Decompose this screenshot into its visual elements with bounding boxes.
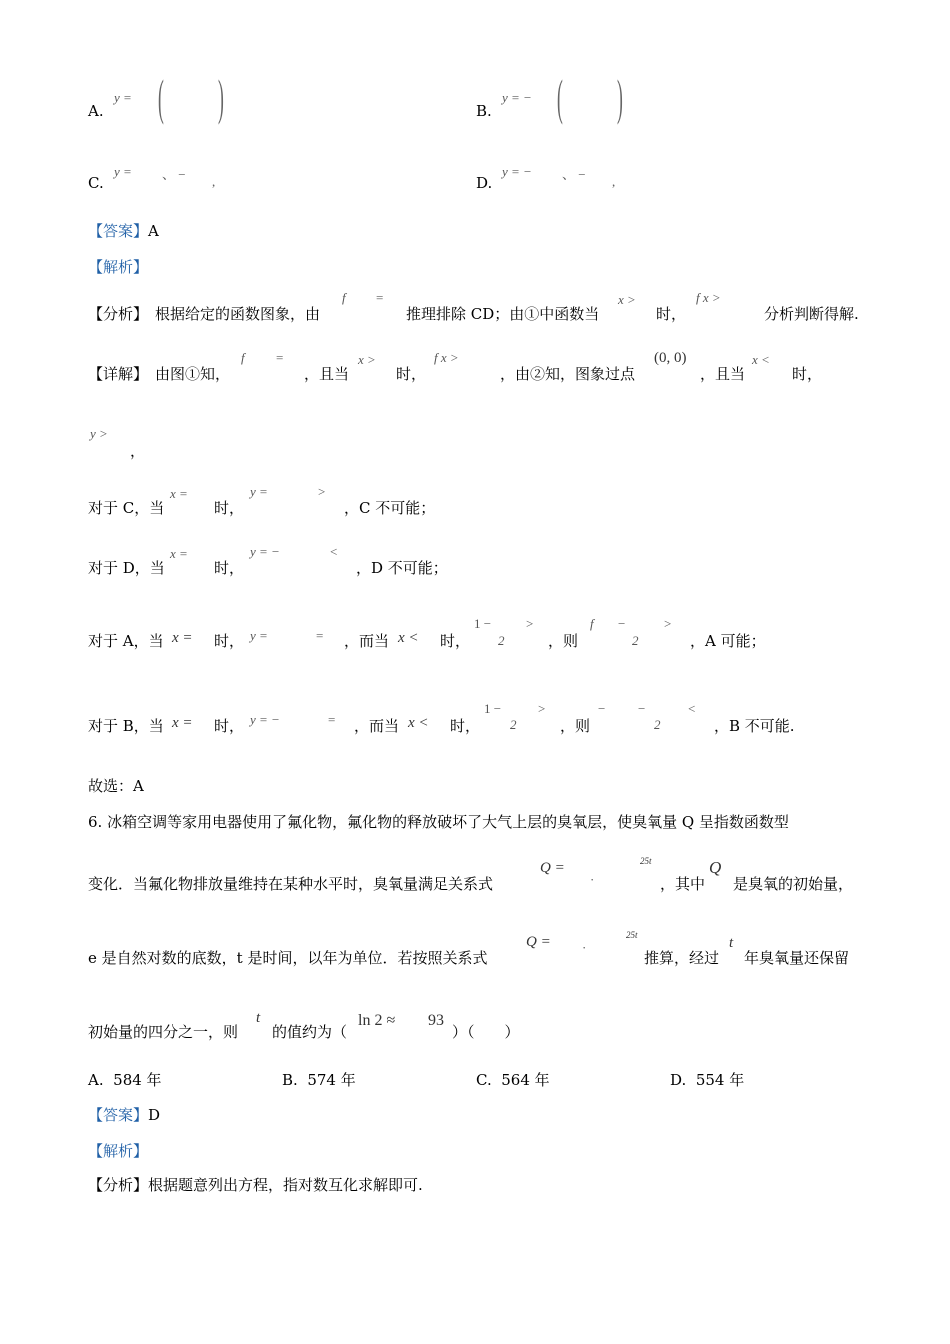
q6-option-a-label: A. bbox=[88, 1071, 104, 1089]
option-b-label: B. bbox=[476, 102, 492, 120]
forb-text-4: 时， bbox=[450, 717, 481, 735]
q6-option-a bbox=[88, 1069, 162, 1090]
fora-math-5: 1 − bbox=[474, 616, 492, 631]
fora-math-10: 2 bbox=[632, 633, 639, 648]
fenxi-math-1: f bbox=[342, 290, 346, 305]
forb-math-5: 1 − bbox=[484, 701, 502, 716]
option-d-mid: 、 − bbox=[562, 167, 586, 182]
fora-text-6: ，A 可能； bbox=[690, 632, 766, 650]
option-a-paren-right: ) bbox=[218, 69, 224, 125]
fenxi-math-3: x > bbox=[618, 292, 636, 307]
answer-value: A bbox=[148, 222, 159, 240]
forb-math-11: < bbox=[688, 701, 696, 716]
forc-math-3: > bbox=[318, 484, 326, 499]
forc-text-1: 对于 C，当 bbox=[88, 499, 165, 517]
xiangjie-math-4: f x > bbox=[434, 350, 459, 365]
q6-option-c-label: C. bbox=[476, 1071, 492, 1089]
option-b-expr: y = − bbox=[502, 90, 532, 105]
fenxi-text-3: 时， bbox=[656, 305, 687, 323]
option-b-paren-left: ( bbox=[557, 69, 563, 125]
q6-fenxi-tag: 【分析】 bbox=[88, 1176, 149, 1194]
ford-math-3: < bbox=[330, 544, 338, 559]
fora-text-2: 时， bbox=[214, 632, 245, 650]
q6-line3-text-a: e 是自然对数的底数，t 是时间，以年为单位．若按照关系式 bbox=[88, 949, 488, 967]
xiangjie-text-1: 由图①知， bbox=[155, 365, 231, 383]
forb-math-7: > bbox=[538, 701, 546, 716]
option-b-paren-right: ) bbox=[617, 69, 623, 125]
xiangjie-tag: 【详解】 bbox=[88, 365, 149, 383]
xiangjie-math-7: y > bbox=[90, 426, 108, 441]
q6-option-b-label: B. bbox=[282, 1071, 298, 1089]
xiangjie-math-3: x > bbox=[358, 352, 376, 367]
q6-line-1: 6. 冰箱空调等家用电器使用了氟化物，氟化物的释放破坏了大气上层的臭氧层，使臭氧量 Q 呈指数函数型 bbox=[88, 813, 789, 831]
conclusion: 故选：A bbox=[88, 777, 144, 795]
fenxi-text-1: 根据给定的函数图象，由 bbox=[155, 305, 321, 323]
forb-math-10: 2 bbox=[654, 717, 661, 732]
q6-answer-value: D bbox=[148, 1106, 161, 1124]
q6-line2-math-4: Q bbox=[709, 858, 722, 877]
forb-math-2: y = − bbox=[250, 712, 280, 727]
q6-line3-text-c: 年臭氧量还保留 bbox=[744, 949, 850, 967]
forb-math-8: − bbox=[598, 701, 606, 716]
q6-line3-math-1: Q = bbox=[526, 934, 551, 950]
option-a-paren-left: ( bbox=[158, 69, 164, 125]
fora-math-8: f bbox=[590, 616, 594, 631]
forb-math-6: 2 bbox=[510, 717, 517, 732]
q6-line2-text-b: ，其中 bbox=[660, 875, 706, 893]
q6-line4-math-3: 93 bbox=[428, 1012, 444, 1029]
forb-text-3: ，而当 bbox=[354, 717, 400, 735]
xiangjie-text-4: ，由②知，图象过点 bbox=[500, 365, 636, 383]
q6-option-c bbox=[476, 1069, 550, 1090]
q6-fenxi-text: 根据题意列出方程，指对数互化求解即可. bbox=[148, 1176, 423, 1194]
fenxi-text-2: 推理排除 CD；由①中函数当 bbox=[406, 305, 600, 323]
q6-line3-math-4: t bbox=[729, 935, 734, 951]
q6-option-b-value: 574 年 bbox=[307, 1071, 356, 1089]
option-c-end: , bbox=[212, 174, 216, 189]
q6-line4-text-a: 初始量的四分之一，则 bbox=[88, 1023, 239, 1041]
option-d-expr: y = − bbox=[502, 164, 532, 179]
fora-math-2: y = bbox=[250, 628, 268, 643]
q6-option-b bbox=[282, 1069, 356, 1090]
q6-option-a-value: 584 年 bbox=[113, 1071, 162, 1089]
forc-text-2: 时， bbox=[214, 499, 245, 517]
q6-line2-text-c: 是臭氧的初始量， bbox=[733, 875, 854, 893]
fora-math-11: > bbox=[664, 616, 672, 631]
q6-option-d bbox=[670, 1069, 744, 1090]
q6-line2-math-3: 25t bbox=[640, 856, 652, 866]
q6-option-c-value: 564 年 bbox=[501, 1071, 550, 1089]
option-a-expr: y = bbox=[114, 90, 132, 105]
fora-math-9: − bbox=[618, 616, 626, 631]
q6-option-d-label: D. bbox=[670, 1071, 687, 1089]
forb-math-9: − bbox=[638, 701, 646, 716]
q6-fenxi-line bbox=[88, 1174, 423, 1195]
q6-line2-math-1: Q = bbox=[540, 860, 565, 876]
q6-line3-math-3: 25t bbox=[626, 930, 638, 940]
xiangjie-math-6: x < bbox=[752, 352, 770, 367]
ford-math-1: x = bbox=[170, 546, 188, 561]
q6-line4-text-b: 的值约为（ bbox=[272, 1023, 348, 1041]
q6-line4-math-1: t bbox=[256, 1010, 261, 1026]
ford-math-2: y = − bbox=[250, 544, 280, 559]
q6-analysis-tag: 【解析】 bbox=[88, 1142, 149, 1160]
xiangjie-text-3: 时， bbox=[396, 365, 427, 383]
option-c-expr: y = bbox=[114, 164, 132, 179]
forb-text-6: ，B 不可能. bbox=[714, 717, 795, 735]
fora-math-3: = bbox=[316, 628, 324, 643]
q6-line2-text-a: 变化．当氟化物排放量维持在某种水平时，臭氧量满足关系式 bbox=[88, 875, 494, 893]
option-d-label: D. bbox=[476, 174, 493, 192]
option-c-label: C. bbox=[88, 174, 104, 192]
q6-line2-math-2: · bbox=[590, 872, 595, 887]
answer-line bbox=[88, 220, 159, 241]
fora-text-3: ，而当 bbox=[344, 632, 390, 650]
q6-answer-line bbox=[88, 1104, 160, 1125]
forc-math-1: x = bbox=[170, 486, 188, 501]
ford-text-3: ，D 不可能； bbox=[356, 559, 448, 577]
xiangjie-math-1: f bbox=[241, 350, 245, 365]
xiangjie-text-7: ， bbox=[130, 442, 146, 460]
fora-math-6: 2 bbox=[498, 633, 505, 648]
fora-math-1: x = bbox=[172, 630, 193, 646]
fora-text-4: 时， bbox=[440, 632, 471, 650]
fora-text-1: 对于 A，当 bbox=[88, 632, 164, 650]
fenxi-math-2: = bbox=[376, 290, 384, 305]
option-a-label: A. bbox=[88, 102, 104, 120]
xiangjie-text-6: 时， bbox=[792, 365, 823, 383]
xiangjie-text-5: ，且当 bbox=[700, 365, 746, 383]
ford-text-1: 对于 D，当 bbox=[88, 559, 165, 577]
fora-math-7: > bbox=[526, 616, 534, 631]
fora-math-4: x < bbox=[398, 630, 419, 646]
xiangjie-math-5: (0, 0) bbox=[654, 350, 687, 366]
analysis-tag: 【解析】 bbox=[88, 258, 149, 276]
q6-line4-math-2: ln 2 ≈ bbox=[358, 1012, 396, 1029]
fenxi-tag: 【分析】 bbox=[88, 305, 149, 323]
forb-text-5: ，则 bbox=[560, 717, 591, 735]
forb-text-1: 对于 B，当 bbox=[88, 717, 164, 735]
answer-tag: 【答案】 bbox=[88, 222, 149, 240]
forb-math-3: = bbox=[328, 712, 336, 727]
option-c-mid: 、 − bbox=[162, 167, 186, 182]
q6-answer-tag: 【答案】 bbox=[88, 1106, 149, 1124]
q6-line3-math-2: · bbox=[582, 940, 587, 955]
forc-math-2: y = bbox=[250, 484, 268, 499]
q6-option-d-value: 554 年 bbox=[695, 1071, 745, 1089]
ford-text-2: 时， bbox=[214, 559, 245, 577]
fenxi-text-4: 分析判断得解. bbox=[764, 305, 859, 323]
forc-text-3: ，C 不可能； bbox=[344, 499, 436, 517]
q6-line4-text-c: ）（ ） bbox=[452, 1023, 520, 1041]
xiangjie-math-2: = bbox=[276, 350, 284, 365]
forb-text-2: 时， bbox=[214, 717, 245, 735]
fora-text-5: ，则 bbox=[548, 632, 579, 650]
forb-math-1: x = bbox=[172, 715, 193, 731]
option-d-end: , bbox=[612, 174, 616, 189]
fenxi-math-4: f x > bbox=[696, 290, 721, 305]
forb-math-4: x < bbox=[408, 715, 429, 731]
xiangjie-text-2: ，且当 bbox=[304, 365, 350, 383]
q6-line3-text-b: 推算，经过 bbox=[644, 949, 720, 967]
